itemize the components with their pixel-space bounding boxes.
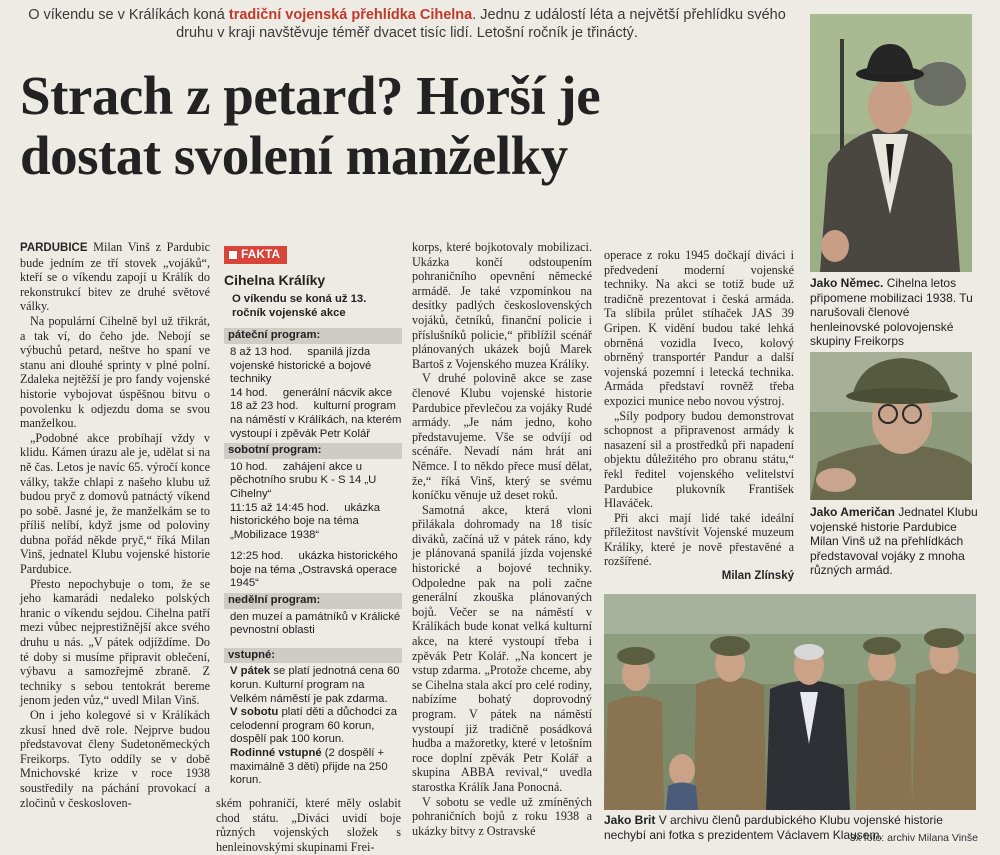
photo-american-soldier xyxy=(810,352,972,500)
group-photo-image xyxy=(604,594,976,810)
paragraph: „Síly podpory budou demonstrovat schopnost a připravenost armády k nasazení sil a prostředků při napadení objektu důležitého pro obranu státu,“ řekl ředitel vojenského velitelství Pardubice plukovník František Hlaváček. xyxy=(604,408,794,511)
section-heading: páteční program: xyxy=(224,328,402,344)
article-column-3 xyxy=(412,240,592,838)
dateline: PARDUBICE xyxy=(20,242,88,254)
section-heading: vstupné: xyxy=(224,648,402,664)
photo-credit: 3x foto: archiv Milana Vinše xyxy=(849,832,978,844)
schedule-row: 10 hod. zahájení akce u pěchotního srubu K - S 14 „U Cihelny“ xyxy=(230,460,377,500)
section-heading: sobotní program: xyxy=(224,443,402,459)
schedule-row: 14 hod. generální nácvik akce xyxy=(230,386,393,399)
article-column-4 xyxy=(604,248,794,584)
lead-text: O víkendu se v Králíkách koná xyxy=(28,7,229,23)
photo-group-with-president xyxy=(604,594,976,810)
schedule-row: 8 až 13 hod. spanilá jízda vojenské historické a bojové techniky xyxy=(230,345,372,386)
price-row: Rodinné vstupné (2 dospělí + maximálně 3 děti) přijde na 250 korun. xyxy=(230,747,388,787)
schedule-row: 18 až 23 hod. kulturní program na náměstí v Králíkách, na kterém vystoupí i zpěvák Petr Kolář xyxy=(230,400,402,440)
paragraph: Přesto nepochybuje o tom, že se jeho kamarádi nedaleko polských hranic o víkendu sejdou. Cihelna patří mezi vůbec nejprestižnější akce svého druhu u nás. „V pátek odjíždíme. Do té doby si musíme připravit oblečení, výbavu a samozřejmě zbraně. Z techniky s sebou tentokrát bereme jenom jeden vůz,“ uvedl Milan Vinš. xyxy=(20,576,210,708)
soldier-helmet-image xyxy=(810,352,972,500)
paragraph: korps, které bojkotovaly mobilizaci. Ukázka končí odstoupením pohraničního opevnění německé armádě. Je také vzpomínkou na desítky padlých československých vojáků, četníků, finanční policie i příslušníků policie,“ přiblížil scénář plánovaných ukázek bojů Marek Bartoš z Vojenského muzea Králíky. xyxy=(412,240,592,371)
headline-line-1: Strach z petard? Horší je xyxy=(20,65,601,126)
paragraph: Při akci mají lidé také ideální příležitost navštívit Vojenské muzeum Králíky, které je nově přestavěné a rozšířené. xyxy=(604,510,794,569)
soldier-portrait-image xyxy=(810,14,972,272)
photo-caption-1: Jako Němec. Cihelna letos připomene mobilizaci 1938. Tu narušovali členové henleinovské polovojenské skupiny Freikorps xyxy=(810,276,973,348)
paragraph: ském pohraničí, které měly oslabit chod státu. „Diváci uvidí boje různých vojenských složek s henleinovskými skupinami Frei- xyxy=(216,796,401,854)
paragraph: V sobotu se vedle už zmíněných pohraničních bojů z roku 1938 a ukázky bitvy z Ostravské xyxy=(412,794,592,838)
headline-line-2: dostat svolení manželky xyxy=(20,125,568,186)
fakta-tag: FAKTA xyxy=(224,246,287,264)
section-heading: nedělní program: xyxy=(224,593,402,609)
schedule-row: 12:25 hod. ukázka historického boje na téma „Ostravská operace 1945“ xyxy=(230,550,398,590)
paragraph: On i jeho kolegové si v Králíkách zkusí hned dvě role. Nejprve budou představovat členy Sudetoněmeckých Freikorps. Tyto oddíly se v době Mnichovské krize v roce 1938 soustředily na páchání provokací a zločinů v českosloven- xyxy=(20,708,210,810)
price-row: V sobotu platí děti a důchodci za celodenní program 60 korun, dospělí pak 100 korun. xyxy=(230,706,398,746)
lead-highlight: tradiční vojenská přehlídka Cihelna xyxy=(228,7,473,23)
article-column-1 xyxy=(20,240,210,810)
paragraph: V druhé polovině akce se zase členové Klubu vojenské historie Pardubice převlečou za vojáky Rudé armády. „Je nám jedno, koho představujeme. Vše se odvíjí od scénáře. Nevadí nám hrát ani Němce. I to někdo přece musí dělat, že,“ říká Vinš, který se svému koníčku věnuje už deset roků. xyxy=(412,371,592,503)
paragraph: operace z roku 1945 dočkají diváci i předvedení moderní vojenské techniky. Na akci se totiž bude už tradičně prezentovat i česká armáda. Ta slíbila průlet stíhaček JAS 39 Gripen. K vidění budou také lehká obrněná vozidla Iveco, kolový obrněný transportér Pandur a další vojenská pozemní i letecká technika. Armáda představí rovněž třeba expozici munice nebo novou výstroj. xyxy=(604,248,794,408)
paragraph: PARDUBICE Milan Vinš z Pardubic bude jedním ze tří stovek „vojáků“, kteří se o víkendu zapojí u Králík do rekonstrukcí bitev ze druhé světové války. xyxy=(20,240,210,314)
fakta-title: Cihelna Králíky xyxy=(224,271,326,288)
article-column-2 xyxy=(216,796,401,854)
photo-german-soldier xyxy=(810,14,972,272)
author-byline: Milan Zlínský xyxy=(721,570,794,583)
schedule-row: den muzeí a památníků v Králické pevnostní oblasti xyxy=(230,610,401,637)
fakta-subtitle: O víkendu se koná už 13. ročník vojenské akce xyxy=(232,293,367,319)
headline xyxy=(20,66,810,186)
lead-text-end: . Jednu z událostí léta a největší přehlídku svého druhu v kraji navštěvuje téměř dvacet tisíc lidí. Letošní ročník je třináctý. xyxy=(176,7,786,41)
paragraph: „Podobné akce probíhají vždy v klidu. Kámen úrazu ale je, udělat si na ně čas. Letos je navíc 65. výročí konce války, takže chlapi z našeho klubu už budou pryč z domovů patnáctý víkend po sobě. Jasné je, že manželkám se to příliš nelíbí, když jsme od poloviny dubna pořád někde pryč,“ říká Milan Vinš, jednatel Klubu vojenské historie Pardubice. xyxy=(20,430,210,577)
square-icon xyxy=(229,251,237,259)
paragraph: Samotná akce, která vloni přilákala dohromady na 18 tisíc diváků, začíná už v pátek ráno, kdy je plánovaná spanilá jízda vojenské historické a bojové techniky. Odpoledne pak na poli začne generální zkouška plánovaných bojů. Večer se na náměstí v Králíkách bude konat velká kulturní akce, na které vystoupí třeba i zpěvák Petr Kolář. „Na koncert je vstup zdarma. „Protože chceme, aby se Cihelna stala akcí pro celé rodiny, nabízíme bohatý doprovodný program. V pátek na náměstí vystoupí již tradičně posádková hudba a mažoretky, které v letošním roce doplní zpěvák Petr Kolář a skupina ABBA revival,“ uvedla starostka Králík Jana Ponocná. xyxy=(412,502,592,794)
photo-caption-3: Jako Brit V archivu členů pardubického Klubu vojenské historie nechybí ani fotka s prezidentem Václavem Klausem. xyxy=(604,813,943,842)
lead-paragraph xyxy=(12,6,802,42)
fakta-box xyxy=(224,246,402,788)
paragraph: Na populární Cihelně byl už třikrát, a tak ví, do čeho jde. Nebojí se výbuchů petard, neštve ho spaní ve stanu ani dlouhé sprinty v plné polní. Zdaleka nejtěžší je pro fandy vojenské historie vybojovat úspěšnou bitvu o povolenku k odjezdu doma se svou manželkou. xyxy=(20,313,210,431)
photo-caption-2: Jako Američan Jednatel Klubu vojenské historie Pardubice Milan Vinš už na přehlídkách představoval vojáky z mnoha různých armád. xyxy=(810,505,978,577)
price-row: V pátek se platí jednotná cena 60 korun. Kulturní program na Velkém náměstí je pak zdarma. xyxy=(230,665,400,705)
schedule-row: 11:15 až 14:45 hod. ukázka historického boje na téma „Mobilizace 1938“ xyxy=(230,501,380,541)
